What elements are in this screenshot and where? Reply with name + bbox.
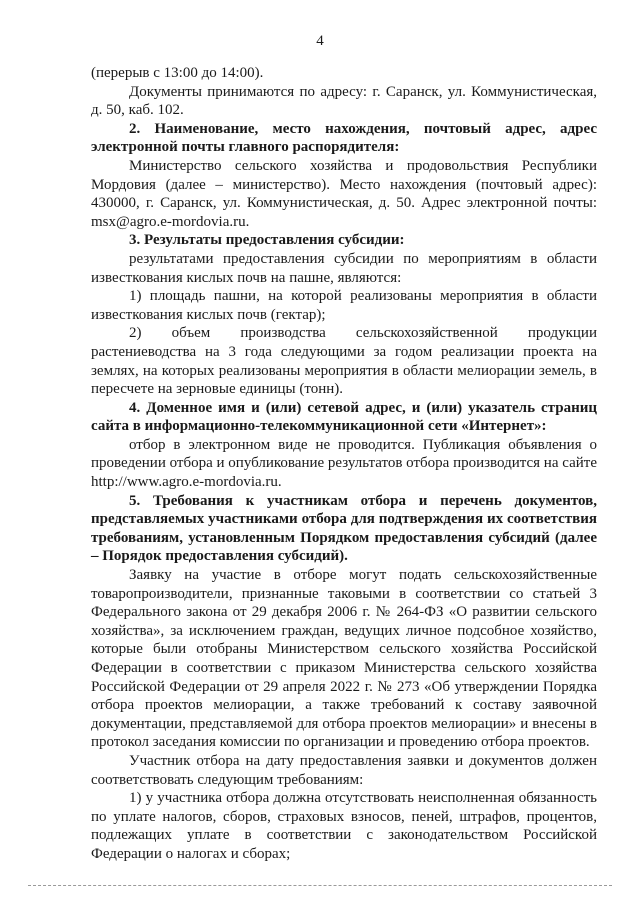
paragraph-requirements-intro: Участник отбора на дату предоставления заявки и документов должен соответствовать следующим требованиям:	[91, 752, 597, 788]
paragraph-documents-address: Документы принимаются по адресу: г. Саранск, ул. Коммунистическая, д. 50, каб. 102.	[91, 83, 597, 119]
list-item-result-1: 1) площадь пашни, на которой реализованы мероприятия в области известкования кислых почв (гектар);	[91, 288, 597, 323]
paragraph-website: отбор в электронном виде не проводится. Публикация объявления о проведении отбора и опубликование результатов отбора производится на сайте http://www.agro.e-mordovia.ru.	[91, 436, 597, 491]
list-item-requirement-1: 1) у участника отбора должна отсутствовать неисполненная обязанность по уплате налогов, сборов, страховых взносов, пеней, штрафов, процентов, подлежащих уплате в соответствии с законодательством Российской Федерации о налогах и сборах;	[91, 790, 597, 862]
heading-section-3: 3. Результаты предоставления субсидии:	[129, 232, 405, 249]
footer-divider	[28, 885, 612, 886]
page-number: 4	[316, 33, 324, 49]
heading-section-2: 2. Наименование, место нахождения, почтовый адрес, адрес электронной почты главного распорядителя:	[91, 120, 597, 156]
paragraph-applicants: Заявку на участие в отборе могут подать сельскохозяйственные товаропроизводители, признанные таковыми в соответствии со статьей 3 Федерального закона от 29 декабря 2006 г. № 264-ФЗ «О развитии сельского хозяйства», за исключением граждан, ведущих личное подсобное хозяйство, которые были отобраны Министерством сельского хозяйства Российской Федерации в соответствии с приказом Министерства сельского хозяйства Российской Федерации от 29 апреля 2022 г. № 273 «Об утверждении Порядка отбора проектов мелиорации, а также требований к составу заявочной документации, представляемой для отбора проектов мелиорации» и внесены в протокол заседания комиссии по организации и проведению отбора проектов.	[91, 567, 597, 751]
heading-section-4: 4. Доменное имя и (или) сетевой адрес, и (или) указатель страниц сайта в информационно-телекоммуникационной сети «Интернет»:	[91, 399, 597, 435]
paragraph-ministry-info: Министерство сельского хозяйства и продовольствия Республики Мордовия (далее – министерство). Место нахождения (почтовый адрес): 430000, г. Саранск, ул. Коммунистическая, д. 50. Адрес электронной почты: msx@agro.e-mordovia.ru.	[91, 157, 597, 230]
heading-section-5: 5. Требования к участникам отбора и перечень документов, представляемых участниками отбора для подтверждения их соответствия требованиям, установленным Порядком предоставления субсидий (далее – Порядок предоставления субсидий).	[91, 492, 597, 565]
paragraph-results-intro: результатами предоставления субсидии по мероприятиям в области известкования кислых почв на пашне, являются:	[91, 250, 597, 286]
paragraph-break-time: (перерыв с 13:00 до 14:00).	[91, 65, 264, 81]
document-body	[91, 64, 597, 864]
list-item-result-2: 2) объем производства сельскохозяйственной продукции растениеводства на 3 года следующими за годом реализации проекта на землях, на которых реализованы мероприятия в области мелиорации земель, в пересчете на зерновые единицы (тонн).	[91, 325, 597, 398]
